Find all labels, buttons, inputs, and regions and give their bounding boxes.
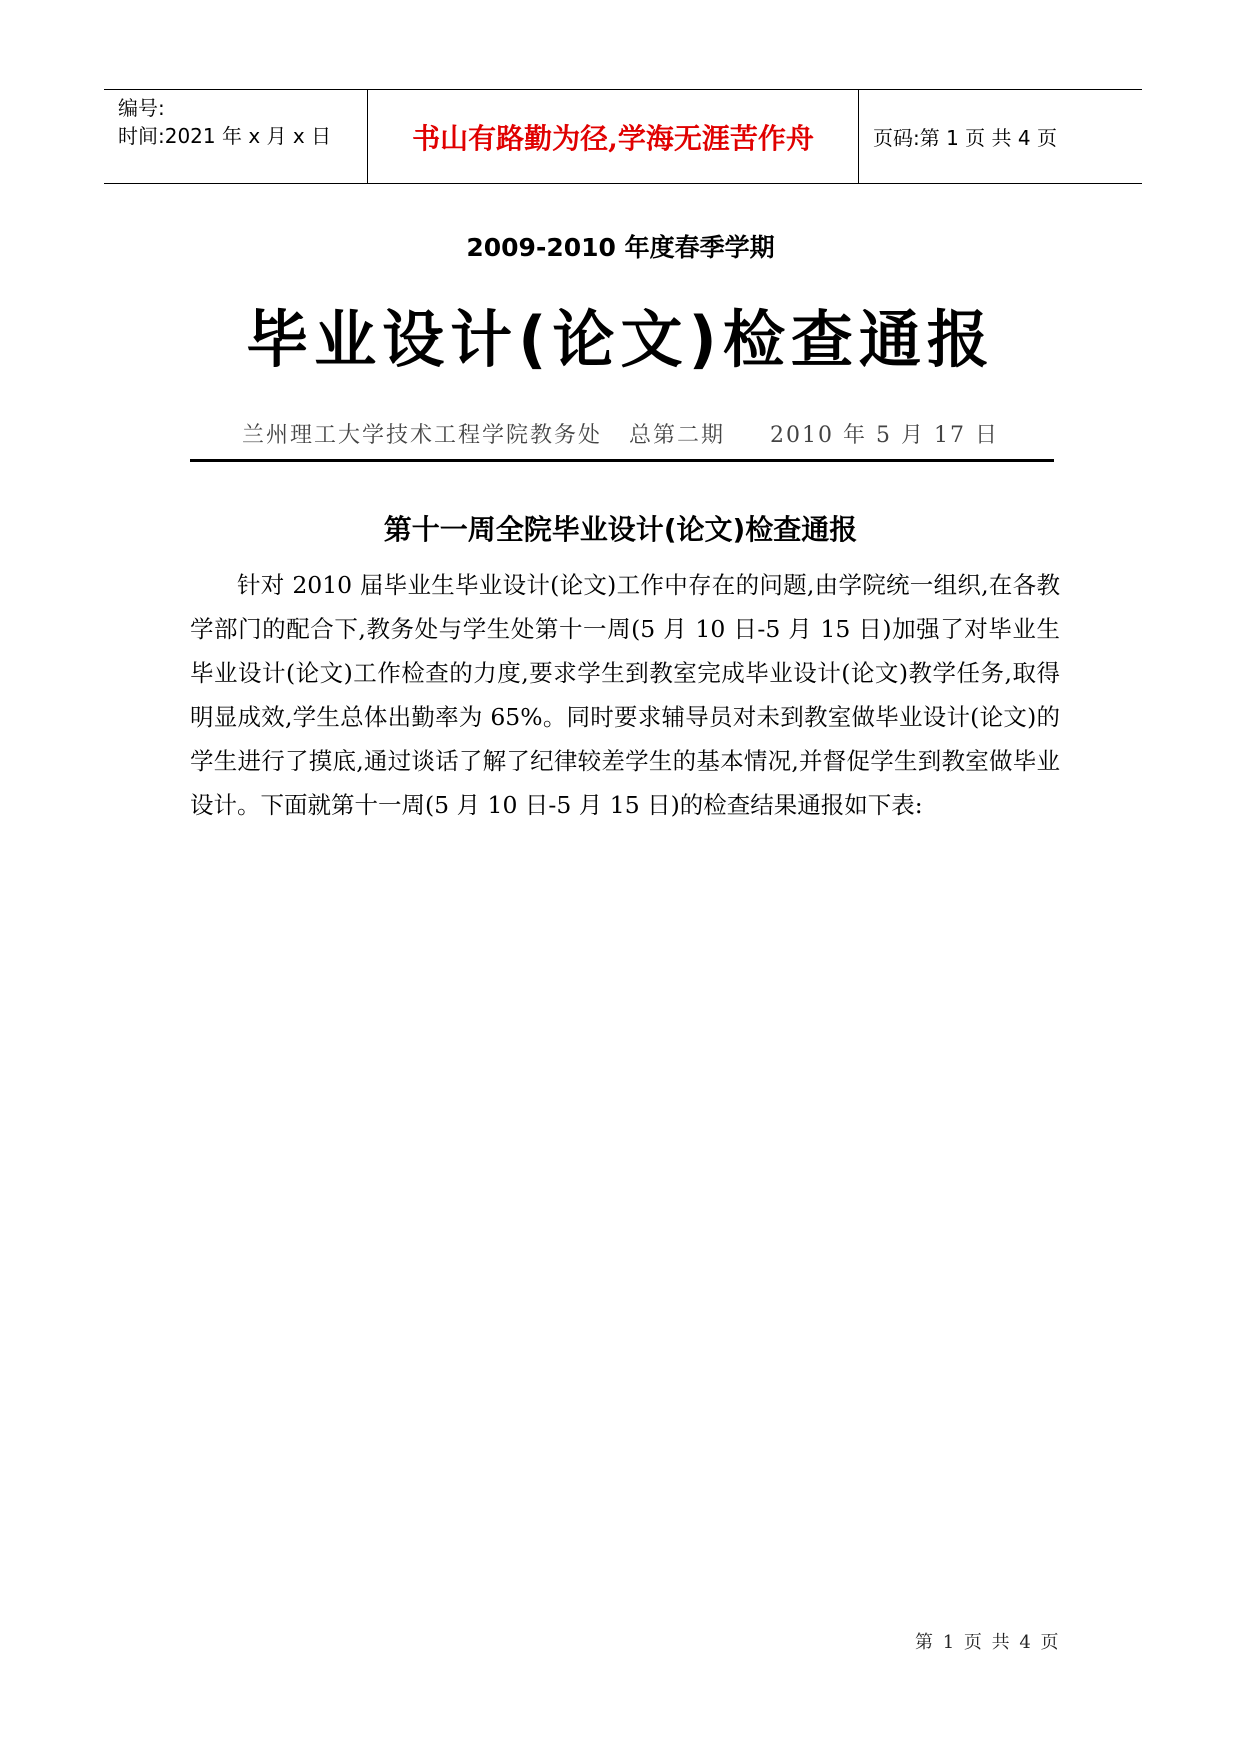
number-label: 编号: bbox=[118, 96, 165, 120]
motto: 书山有路勤为径,学海无涯苦作舟 bbox=[368, 90, 859, 183]
body-paragraph: 针对 2010 届毕业生毕业设计(论文)工作中存在的问题,由学院统一组织,在各教学部门的配合下,教务处与学生处第十一周(5 月 10 日-5 月 15 日)加强了对毕业生毕业设计(论文)工作检查的力度,要求学生到教室完成毕业设计(论文)教学任务,取得明显成效,学生总体出勤率为 65%。同时要求辅导员对未到教室做毕业设计(论文)的学生进行了摸底,通过谈话了解了纪律较差学生的基本情况,并督促学生到教室做毕业设计。下面就第十一周(5 月 10 日-5 月 15 日)的检查结果通报如下表: bbox=[190, 571, 1060, 819]
page-info: 页码:第 1 页 共 4 页 bbox=[873, 126, 1057, 150]
section-title: 第十一周全院毕业设计(论文)检查通报 bbox=[383, 513, 858, 546]
issuer-line: 兰州理工大学技术工程学院教务处 总第二期 2010 年 5 月 17 日 bbox=[242, 423, 999, 448]
document-header bbox=[104, 89, 1142, 184]
footer-page-number: 第 1 页 共 4 页 bbox=[915, 1632, 1061, 1653]
page-title: 毕业设计(论文)检查通报 bbox=[246, 303, 995, 376]
header-meta bbox=[104, 90, 368, 183]
time-label: 时间:2021 年 x 月 x 日 bbox=[118, 124, 332, 148]
divider bbox=[190, 459, 1054, 462]
term-heading: 2009-2010 年度春季学期 bbox=[466, 233, 775, 262]
